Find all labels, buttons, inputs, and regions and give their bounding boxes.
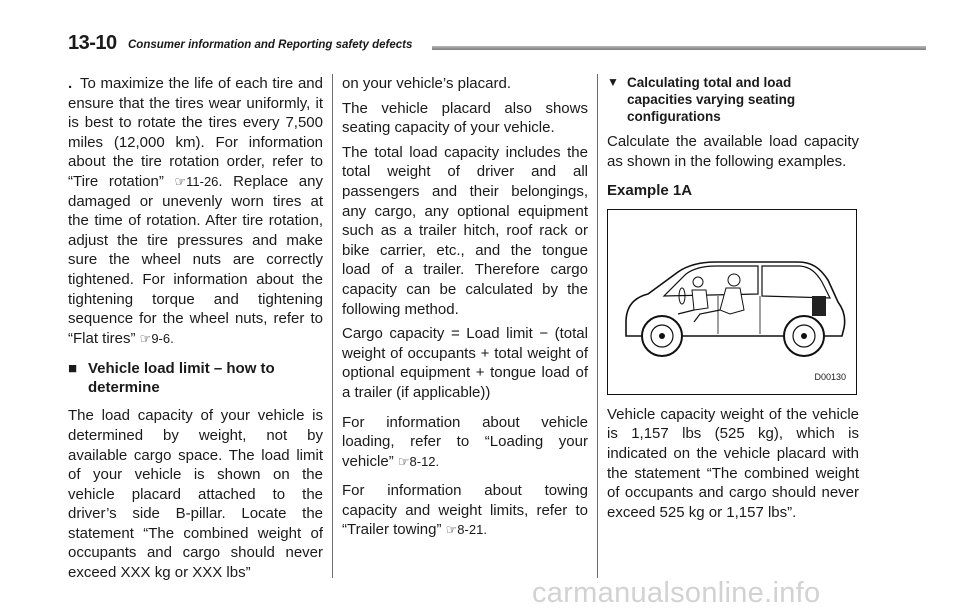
cargo-formula-paragraph: Cargo capacity = Load limit − (total weight of occupants + total weight of optional equipment + tongue load of a trailer (if applicable)) — [342, 325, 588, 401]
vehicle-capacity-paragraph: Vehicle capacity weight of the vehicle is 1,157 lbs (525 kg), which is indicated on the vehicle placard with the statement “The combined weight of occupants and cargo should never exceed 525 kg or 1,157 lbs”. — [607, 405, 859, 521]
triangle-bullet-icon: ▼ — [607, 75, 619, 89]
watermark: carmanualsonline.info — [532, 577, 821, 609]
tire-rotation-text-cont: . Replace any damaged or unevenly worn tires at the time of rotation. After tire rotation, adjust the tire pressures and make sure the wheel nuts are correctly tightened. For information about the tightening torque and tightening sequence for the wheel nuts, refer to “Flat tires” — [68, 172, 323, 347]
subheading-calculating-text: Calculating total and load capacities varying seating configurations — [627, 75, 796, 124]
placard-paragraph: on your vehicle’s placard. — [342, 75, 511, 92]
heading-load-limit-text: Vehicle load limit – how to determine — [88, 360, 275, 397]
column-1 — [68, 74, 323, 583]
ref-towing-link[interactable]: ☞8-21 — [445, 522, 484, 538]
header-rule — [432, 46, 926, 50]
car-with-occupants-icon — [608, 210, 856, 394]
ref-tire-rotation-link[interactable]: ☞11-26 — [174, 173, 219, 189]
column-divider-1 — [332, 74, 333, 578]
column-3 — [607, 74, 859, 522]
heading-load-limit — [68, 359, 323, 397]
ref-flat-tires-link[interactable]: ☞9-6 — [139, 330, 171, 346]
total-load-paragraph: The total load capacity includes the total weight of driver and all passengers and their belongings, any cargo, any optional equipment such as a trailer hitch, roof rack or bike carrier, etc., and the tongue load of a trailer. Therefore cargo capacity can be calculated by the following method. — [342, 143, 588, 318]
towing-ref-text: For information about towing capacity and weight limits, refer to “Trailer towing” — [342, 482, 588, 539]
loading-ref-text: For information about vehicle loading, refer to “Loading your vehicle” — [342, 413, 588, 470]
subheading-calculating — [607, 74, 859, 125]
square-bullet-icon: ■ — [68, 360, 78, 378]
loading-ref-paragraph — [342, 413, 588, 472]
period: . — [435, 453, 440, 469]
page-header — [68, 30, 926, 56]
ref-loading-link[interactable]: ☞8-12 — [397, 453, 436, 469]
load-capacity-paragraph: The load capacity of your vehicle is determined by weight, not by available cargo space. The load limit of your vehicle is shown on the vehicle placard attached to the driver’s side B-pillar. Locate the statement “The combined weight of occupants and cargo should never exceed XXX kg or XXX lbs” — [68, 407, 323, 582]
calculate-paragraph: Calculate the available load capacity as shown in the following examples. — [607, 133, 859, 170]
column-divider-2 — [597, 74, 598, 578]
tire-rotation-text: To maximize the life of each tire and ensure that the tires wear uniformly, it is best to rotate the tires every 7,500 miles (12,000 km). For information about the tire rotation order, refer to “Tire rotation” — [68, 75, 323, 190]
period: . — [170, 330, 174, 346]
vehicle-illustration — [607, 209, 857, 395]
figure-code: D00130 — [814, 372, 846, 383]
towing-ref-paragraph — [342, 481, 588, 540]
tire-rotation-paragraph — [68, 74, 323, 348]
page-number: 13-10 — [68, 32, 117, 54]
bullet-dot: . — [68, 75, 73, 92]
section-title: Consumer information and Reporting safety defects — [128, 39, 413, 51]
seating-capacity-paragraph: The vehicle placard also shows seating capacity of your vehicle. — [342, 99, 588, 137]
period: . — [483, 522, 487, 538]
column-2 — [342, 74, 588, 540]
example-label: Example 1A — [607, 182, 693, 200]
